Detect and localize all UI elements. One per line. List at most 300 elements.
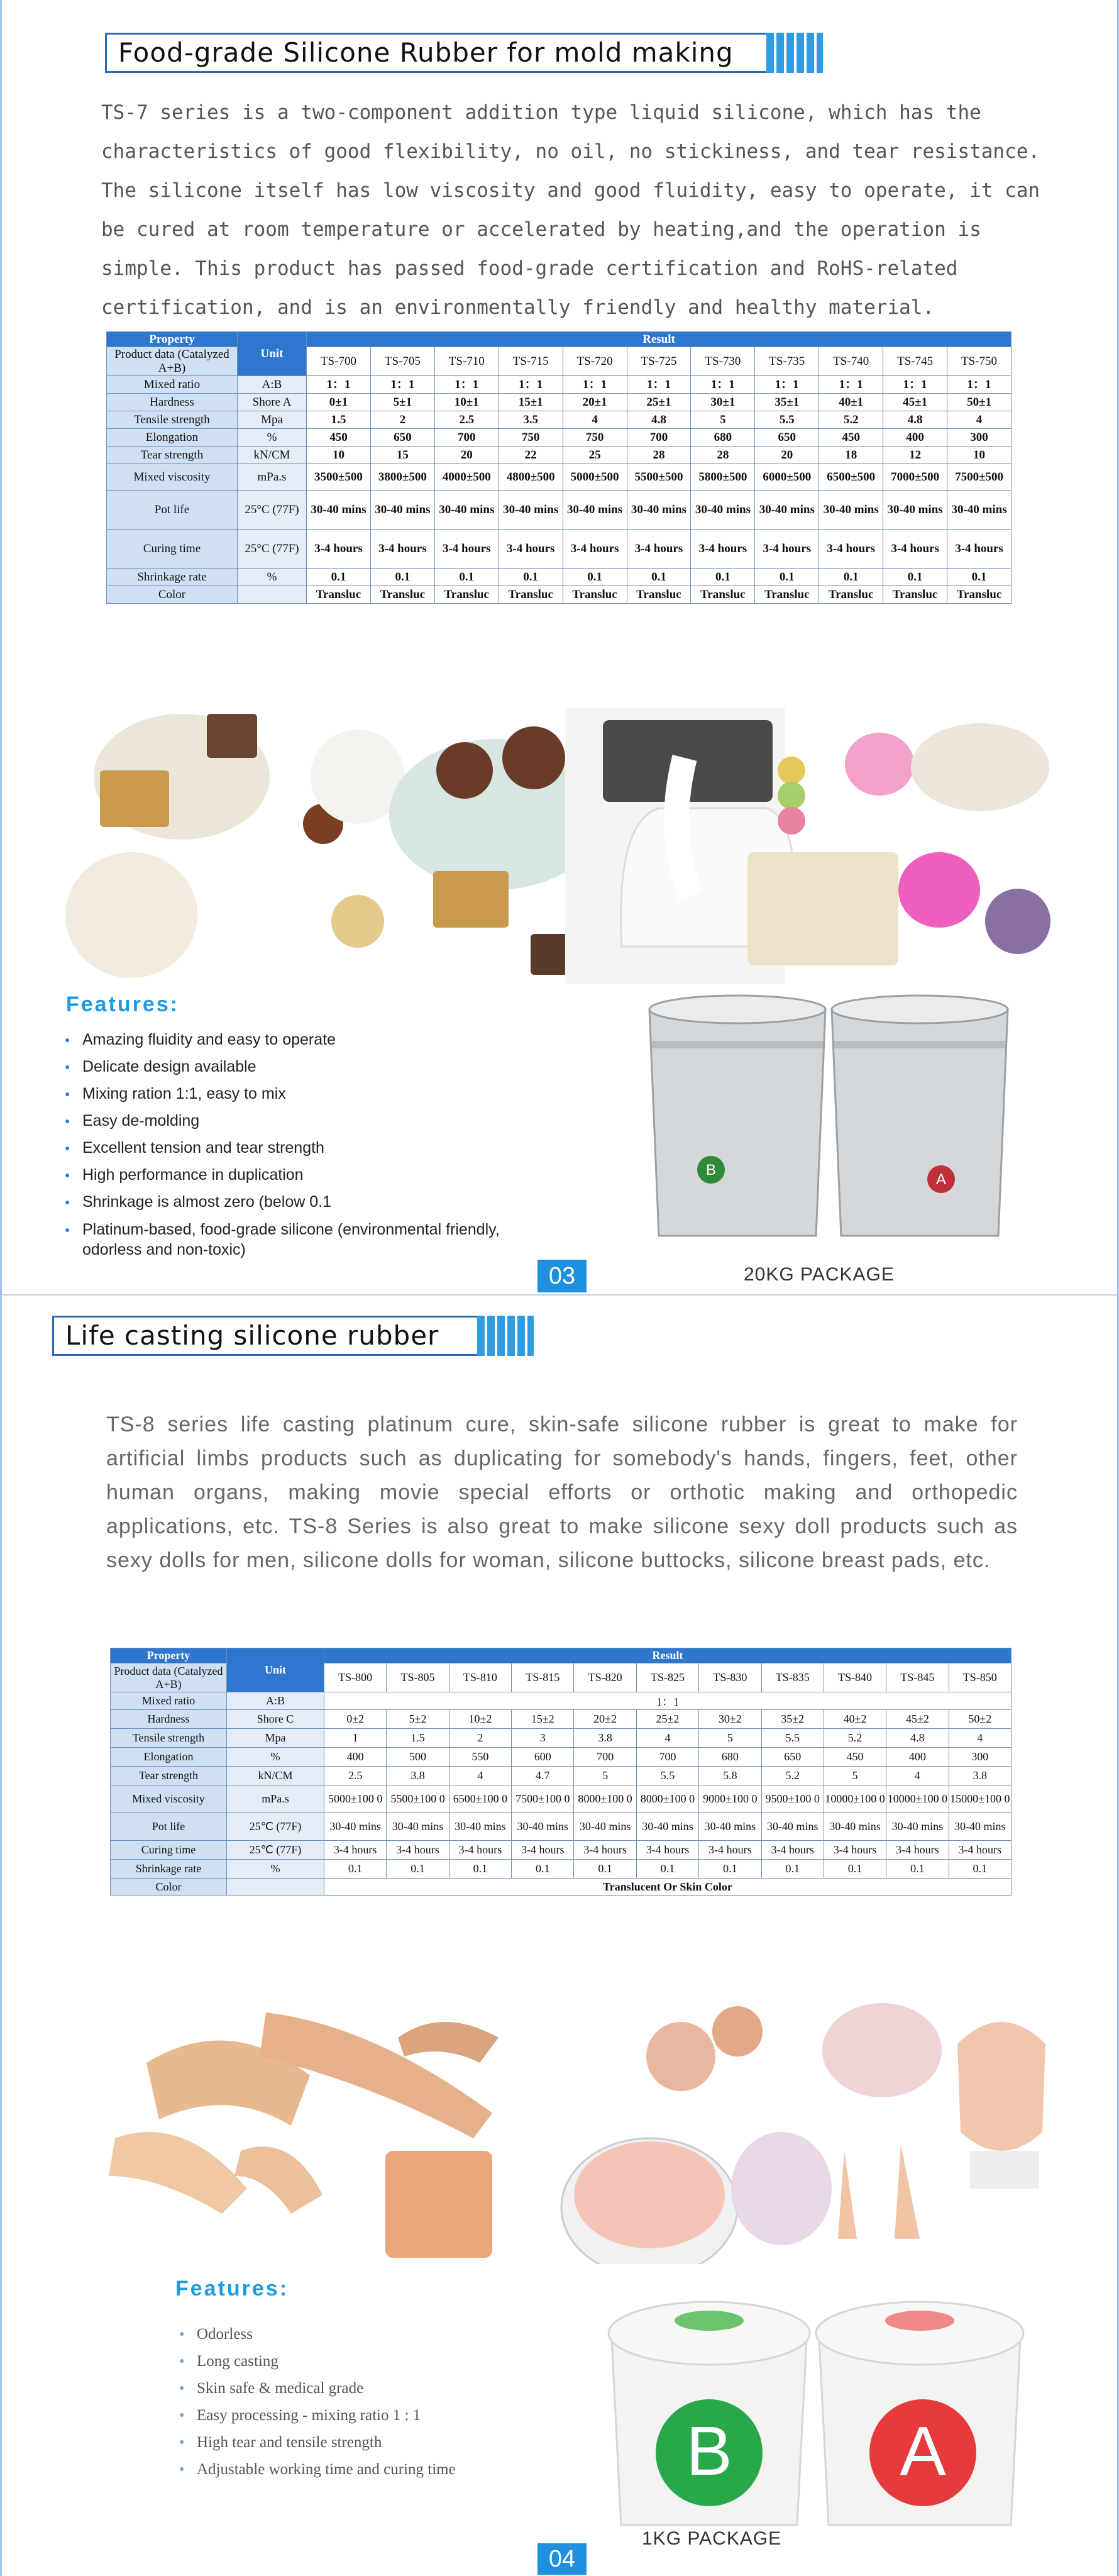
table-cell: 30-40 mins [755, 491, 819, 530]
table-cell: 4 [886, 1767, 949, 1785]
row-label: Shrinkage rate [111, 1860, 227, 1879]
row-label: Curing time [111, 1841, 227, 1860]
row-label: Tear strength [111, 1767, 227, 1785]
row-label: Mixed ratio [111, 1692, 227, 1710]
table-row [107, 394, 1012, 411]
page-number: 03 [537, 1260, 587, 1292]
table-cell: 750 [563, 429, 627, 447]
table-cell: 30-40 mins [627, 491, 691, 530]
feature-item: ● Excellent tension and tear strength [65, 1135, 543, 1162]
row-label: Tensile strength [107, 411, 238, 429]
table-cell: 45±1 [883, 394, 947, 411]
table-cell: 0.1 [761, 1860, 824, 1879]
table-cell: 35±2 [761, 1710, 824, 1729]
table-cell: 3-4 hours [819, 530, 883, 569]
model-header: TS-705 [370, 347, 434, 376]
table-cell: 30-40 mins [307, 491, 371, 530]
table-cell: 1 [324, 1729, 387, 1748]
table-cell: 30-40 mins [512, 1813, 574, 1841]
table-cell: 5800±500 [691, 464, 755, 491]
row-label: Mixed ratio [107, 376, 238, 394]
table-cell: 1：1 [307, 376, 371, 394]
feature-item: ● Mixing ration 1:1, easy to mix [65, 1080, 543, 1108]
table-row [107, 411, 1012, 429]
table-cell: 3-4 hours [949, 1841, 1011, 1860]
feature-item: ● Easy de-molding [65, 1108, 543, 1135]
unit-header: Unit [238, 332, 307, 376]
table-cell: 1：1 [434, 376, 499, 394]
feature-item: ● Odorless [179, 2321, 569, 2348]
table-cell: 0.1 [755, 569, 819, 586]
feature-item: ● Easy processing - mixing ratio 1 : 1 [179, 2402, 569, 2429]
model-header: TS-725 [627, 347, 691, 376]
table-cell: 0.1 [627, 569, 691, 586]
table-row [111, 1710, 1012, 1729]
table-cell: Transluc [307, 586, 371, 604]
model-header: TS-700 [307, 347, 371, 376]
row-unit: Mpa [227, 1729, 324, 1748]
table-cell: 0±2 [324, 1710, 387, 1729]
table-cell: 5.2 [824, 1729, 886, 1748]
row-label: Tensile strength [111, 1729, 227, 1748]
table-cell: Transluc [627, 586, 691, 604]
table-cell: 5000±100 0 [324, 1785, 387, 1813]
table-cell: 0.1 [883, 569, 947, 586]
table-cell: 0.1 [636, 1860, 698, 1879]
table-cell: 10 [947, 447, 1012, 464]
row-unit [238, 586, 307, 604]
table-cell: 650 [761, 1748, 824, 1767]
table-cell: 3-4 hours [761, 1841, 824, 1860]
table-cell: 3-4 hours [574, 1841, 636, 1860]
table-cell: 0±1 [307, 394, 371, 411]
table-cell: 5 [824, 1767, 886, 1785]
table-cell: 4.8 [883, 411, 947, 429]
table-cell: 35±1 [755, 394, 819, 411]
table-cell: 30-40 mins [563, 491, 627, 530]
table-cell: 750 [499, 429, 563, 447]
table-cell: 0.1 [886, 1860, 949, 1879]
model-header: TS-715 [499, 347, 563, 376]
intro-paragraph: TS-7 series is a two-component addition type liquid silicone, which has the characteristics of good flexibility, no oil, no stickiness, and tear resistance. The silicone itself has low viscosity and good fluidity, easy to operate, it can be cured at room temperature or accelerated by heating,and the operation is simple. This product has passed food-grade certification and RoHS-related certification, and is an environmentally friendly and healthy material. [101, 101, 1040, 319]
product-data-label: Product data (Catalyzed A+B) [111, 1663, 227, 1692]
row-label: Curing time [107, 530, 238, 569]
model-header: TS-820 [574, 1663, 636, 1692]
model-header: TS-830 [699, 1663, 761, 1692]
features-title: Features: [66, 992, 180, 1016]
row-label: Pot life [111, 1813, 227, 1841]
unit-header: Unit [227, 1648, 324, 1692]
table-cell: 600 [512, 1748, 574, 1767]
table-cell: 25 [563, 447, 627, 464]
row-unit [227, 1879, 324, 1896]
model-header: TS-720 [563, 347, 627, 376]
table-cell: Transluc [755, 586, 819, 604]
table-cell: 0.1 [691, 569, 755, 586]
table-cell: 7000±500 [883, 464, 947, 491]
table-cell: 30-40 mins [574, 1813, 636, 1841]
table-cell: 4 [449, 1767, 511, 1785]
table-cell: 6500±500 [819, 464, 883, 491]
property-header: Property [107, 332, 238, 347]
table-cell: 20 [434, 447, 499, 464]
table-cell: 650 [755, 429, 819, 447]
table-cell: 20 [755, 447, 819, 464]
model-header: TS-850 [949, 1663, 1011, 1692]
spec-table [106, 331, 1012, 604]
model-header: TS-800 [324, 1663, 387, 1692]
table-cell: 1：1 [755, 376, 819, 394]
table-cell: 40±2 [824, 1710, 886, 1729]
table-row [107, 376, 1012, 394]
table-cell: 2 [449, 1729, 511, 1748]
features-list [65, 1026, 543, 1260]
table-row [111, 1841, 1012, 1860]
table-cell: 3-4 hours [947, 530, 1012, 569]
table-cell: 1：1 [370, 376, 434, 394]
model-header: TS-840 [824, 1663, 886, 1692]
table-cell: 3-4 hours [563, 530, 627, 569]
row-unit: kN/CM [227, 1767, 324, 1785]
table-cell: 0.1 [949, 1860, 1011, 1879]
row-unit: mPa.s [238, 464, 307, 491]
feature-item: ● Amazing fluidity and easy to operate [65, 1026, 543, 1053]
result-header: Result [324, 1648, 1012, 1663]
table-cell: 3-4 hours [434, 530, 499, 569]
table-cell: 40±1 [819, 394, 883, 411]
table-cell: 30-40 mins [499, 491, 563, 530]
table-cell: 30-40 mins [761, 1813, 824, 1841]
bucket-b-label: B [705, 1162, 717, 1179]
table-cell: 680 [691, 429, 755, 447]
table-cell: 5.5 [755, 411, 819, 429]
table-cell: 30-40 mins [434, 491, 499, 530]
table-cell: 5500±100 0 [387, 1785, 449, 1813]
model-header: TS-810 [449, 1663, 511, 1692]
row-unit: A:B [238, 376, 307, 394]
table-cell: 1：1 [691, 376, 755, 394]
table-cell: 0.1 [307, 569, 371, 586]
table-cell: 450 [819, 429, 883, 447]
row-label: Elongation [107, 429, 238, 447]
life-casting-photos [102, 1987, 1083, 2264]
row-label: Shrinkage rate [107, 569, 238, 586]
row-label: Pot life [107, 491, 238, 530]
row-label: Color [111, 1879, 227, 1896]
table-row [111, 1767, 1012, 1785]
table-cell: 30-40 mins [324, 1813, 387, 1841]
row-unit: A:B [227, 1692, 324, 1710]
table-cell: 5±1 [370, 394, 434, 411]
table-cell: 1：1 [627, 376, 691, 394]
model-header: TS-750 [947, 347, 1012, 376]
model-header: TS-745 [883, 347, 947, 376]
jar-b-label: B [686, 2412, 732, 2490]
table-cell: 3-4 hours [886, 1841, 949, 1860]
cookie-image [100, 770, 169, 827]
section-title-banner [52, 1316, 534, 1356]
property-header: Property [111, 1648, 227, 1663]
table-cell: 3-4 hours [883, 530, 947, 569]
table-cell: 5.5 [761, 1729, 824, 1748]
feature-item: ● Adjustable working time and curing time [179, 2456, 569, 2483]
row-unit: % [227, 1748, 324, 1767]
table-row [107, 586, 1012, 604]
table-cell: 30±2 [699, 1710, 761, 1729]
table-cell: 300 [947, 429, 1012, 447]
row-label: Mixed viscosity [111, 1785, 227, 1813]
table-cell: Transluc [499, 586, 563, 604]
row-label: Tear strength [107, 447, 238, 464]
model-header: TS-815 [512, 1663, 574, 1692]
table-cell: 15±2 [512, 1710, 574, 1729]
table-cell: 6000±500 [755, 464, 819, 491]
row-label: Mixed viscosity [107, 464, 238, 491]
table-cell: 5 [699, 1729, 761, 1748]
table-cell: 3-4 hours [636, 1841, 698, 1860]
table-cell: 700 [574, 1748, 636, 1767]
table-cell: 28 [627, 447, 691, 464]
table-cell: Transluc [370, 586, 434, 604]
table-row [111, 1785, 1012, 1813]
feature-item: ● Delicate design available [65, 1053, 543, 1080]
model-header: TS-740 [819, 347, 883, 376]
table-cell: 3500±500 [307, 464, 371, 491]
table-row [107, 491, 1012, 530]
row-label: Color [107, 586, 238, 604]
table-cell: 30-40 mins [824, 1813, 886, 1841]
jar-a-label: A [900, 2412, 946, 2490]
color-value: Translucent Or Skin Color [324, 1879, 1012, 1896]
model-header: TS-735 [755, 347, 819, 376]
table-cell: 28 [691, 447, 755, 464]
section-title-banner [105, 33, 823, 73]
table-cell: 30-40 mins [636, 1813, 698, 1841]
table-cell: 2 [370, 411, 434, 429]
table-cell: 20±1 [563, 394, 627, 411]
table-cell: 7500±100 0 [512, 1785, 574, 1813]
table-cell: 3-4 hours [691, 530, 755, 569]
table-cell: 4 [563, 411, 627, 429]
feature-item: ● High tear and tensile strength [179, 2429, 569, 2456]
package-label: 20KG PACKAGE [744, 1264, 895, 1285]
table-cell: 0.1 [499, 569, 563, 586]
table-cell: 4.8 [886, 1729, 949, 1748]
banner-stripes-decoration [477, 1316, 534, 1356]
feature-item: ● High performance in duplication [65, 1162, 543, 1189]
table-cell: 1.5 [307, 411, 371, 429]
row-unit: 25°C (77F) [238, 491, 307, 530]
features-list [179, 2321, 569, 2483]
table-cell: 3-4 hours [449, 1841, 511, 1860]
catalog-page-04 [0, 1296, 1119, 2576]
mixed-ratio-value: 1：1 [324, 1692, 1012, 1710]
table-cell: 15000±100 0 [949, 1785, 1011, 1813]
intro-paragraph: TS-8 series life casting platinum cure, skin-safe silicone rubber is great to make for artificial limbs products such as duplicating for somebody's hands, fingers, feet, other human organs, making movie special efforts or orthotic making and orthopedic applications, etc. TS-8 Series is also great to make silicone sexy doll products such as sexy dolls for men, silicone dolls for woman, silicone buttocks, silicone breast pads, etc. [106, 1413, 1018, 1572]
table-cell: 550 [449, 1748, 511, 1767]
feature-item: ● Skin safe & medical grade [179, 2375, 569, 2402]
table-cell: 50±2 [949, 1710, 1011, 1729]
table-cell: 0.1 [387, 1860, 449, 1879]
model-header: TS-825 [636, 1663, 698, 1692]
table-row [107, 569, 1012, 586]
jar-package-image [605, 2296, 1033, 2528]
table-cell: 3-4 hours [512, 1841, 574, 1860]
row-unit: Shore C [227, 1710, 324, 1729]
table-cell: Transluc [819, 586, 883, 604]
row-unit: mPa.s [227, 1785, 324, 1813]
table-cell: 0.1 [434, 569, 499, 586]
table-cell: 5±2 [387, 1710, 449, 1729]
table-cell: Transluc [563, 586, 627, 604]
table-cell: 3.8 [949, 1767, 1011, 1785]
table-row [111, 1879, 1012, 1896]
table-cell: 9000±100 0 [699, 1785, 761, 1813]
row-unit: kN/CM [238, 447, 307, 464]
table-cell: 0.1 [324, 1860, 387, 1879]
table-cell: 25±1 [627, 394, 691, 411]
table-cell: 8000±100 0 [574, 1785, 636, 1813]
row-unit: 25℃ (77F) [227, 1841, 324, 1860]
table-cell: 5.8 [699, 1767, 761, 1785]
table-cell: 3 [512, 1729, 574, 1748]
feature-item: ● Platinum-based, food-grade silicone (environmental friendly, odorless and non-toxic) [65, 1219, 543, 1260]
table-cell: 15 [370, 447, 434, 464]
table-cell: 3-4 hours [307, 530, 371, 569]
table-cell: 450 [824, 1748, 886, 1767]
table-cell: 700 [627, 429, 691, 447]
bucket-package-image [637, 991, 1027, 1248]
table-cell: 1：1 [499, 376, 563, 394]
table-cell: 9500±100 0 [761, 1785, 824, 1813]
row-unit: % [238, 569, 307, 586]
table-cell: 0.1 [512, 1860, 574, 1879]
table-cell: 18 [819, 447, 883, 464]
table-row [107, 530, 1012, 569]
table-cell: 400 [324, 1748, 387, 1767]
table-cell: 3800±500 [370, 464, 434, 491]
table-cell: 5500±500 [627, 464, 691, 491]
table-row [107, 464, 1012, 491]
table-cell: 4.8 [627, 411, 691, 429]
table-cell: 400 [883, 429, 947, 447]
features-title: Features: [175, 2277, 289, 2301]
table-cell: 2.5 [324, 1767, 387, 1785]
table-cell: 450 [307, 429, 371, 447]
table-cell: 4 [947, 411, 1012, 429]
table-cell: 4.7 [512, 1767, 574, 1785]
table-cell: 30-40 mins [886, 1813, 949, 1841]
model-header: TS-845 [886, 1663, 949, 1692]
table-cell: 3-4 hours [824, 1841, 886, 1860]
table-cell: 3-4 hours [755, 530, 819, 569]
table-cell: Transluc [434, 586, 499, 604]
model-header: TS-710 [434, 347, 499, 376]
product-data-label: Product data (Catalyzed A+B) [107, 347, 238, 376]
result-header: Result [307, 332, 1012, 347]
table-cell: 10000±100 0 [824, 1785, 886, 1813]
mold-product-photos [62, 708, 1056, 984]
table-cell: 3.8 [574, 1729, 636, 1748]
table-cell: 3-4 hours [370, 530, 434, 569]
table-cell: 10000±100 0 [886, 1785, 949, 1813]
table-cell: 30-40 mins [699, 1813, 761, 1841]
bucket-a-label: A [935, 1171, 947, 1188]
table-cell: 4000±500 [434, 464, 499, 491]
model-header: TS-805 [387, 1663, 449, 1692]
table-cell: 5 [574, 1767, 636, 1785]
table-cell: 10±1 [434, 394, 499, 411]
row-unit: Shore A [238, 394, 307, 411]
table-cell: 3-4 hours [627, 530, 691, 569]
section-title: Food-grade Silicone Rubber for mold making [118, 37, 734, 68]
model-header: TS-730 [691, 347, 755, 376]
table-cell: 30-40 mins [387, 1813, 449, 1841]
table-cell: 30-40 mins [819, 491, 883, 530]
table-cell: 30-40 mins [691, 491, 755, 530]
feature-item: ● Shrinkage is almost zero (below 0.1 [65, 1189, 543, 1216]
feature-item: ● Long casting [179, 2348, 569, 2375]
row-label: Hardness [107, 394, 238, 411]
table-cell: 0.1 [563, 569, 627, 586]
table-cell: 1：1 [563, 376, 627, 394]
table-cell: 10±2 [449, 1710, 511, 1729]
row-unit: % [238, 429, 307, 447]
table-row [111, 1748, 1012, 1767]
table-cell: 680 [699, 1748, 761, 1767]
table-cell: 30-40 mins [883, 491, 947, 530]
table-cell: 6500±100 0 [449, 1785, 511, 1813]
table-cell: 650 [370, 429, 434, 447]
table-cell: 700 [636, 1748, 698, 1767]
table-cell: 0.1 [449, 1860, 511, 1879]
table-cell: 0.1 [824, 1860, 886, 1879]
row-unit: 25°C (77F) [238, 530, 307, 569]
table-cell: 30±1 [691, 394, 755, 411]
table-cell: 0.1 [699, 1860, 761, 1879]
table-cell: 5.5 [636, 1767, 698, 1785]
table-cell: 5.2 [761, 1767, 824, 1785]
spec-table [110, 1648, 1012, 1896]
table-cell: 0.1 [574, 1860, 636, 1879]
model-header: TS-835 [761, 1663, 824, 1692]
table-cell: 50±1 [947, 394, 1012, 411]
table-cell: 300 [949, 1748, 1011, 1767]
table-cell: 20±2 [574, 1710, 636, 1729]
table-cell: 12 [883, 447, 947, 464]
table-cell: 15±1 [499, 394, 563, 411]
row-label: Elongation [111, 1748, 227, 1767]
table-cell: 500 [387, 1748, 449, 1767]
table-cell: 1：1 [947, 376, 1012, 394]
table-cell: 0.1 [947, 569, 1012, 586]
table-row [107, 447, 1012, 464]
table-cell: 22 [499, 447, 563, 464]
table-cell: Transluc [691, 586, 755, 604]
bucket-b [649, 996, 825, 1236]
row-unit: 25℃ (77F) [227, 1813, 324, 1841]
table-cell: 7500±500 [947, 464, 1012, 491]
table-cell: Transluc [947, 586, 1012, 604]
table-row [111, 1813, 1012, 1841]
table-cell: 5 [691, 411, 755, 429]
table-cell: 10 [307, 447, 371, 464]
table-cell: 0.1 [819, 569, 883, 586]
table-cell: 700 [434, 429, 499, 447]
table-cell: 3-4 hours [499, 530, 563, 569]
table-cell: 3.5 [499, 411, 563, 429]
row-label: Hardness [111, 1710, 227, 1729]
